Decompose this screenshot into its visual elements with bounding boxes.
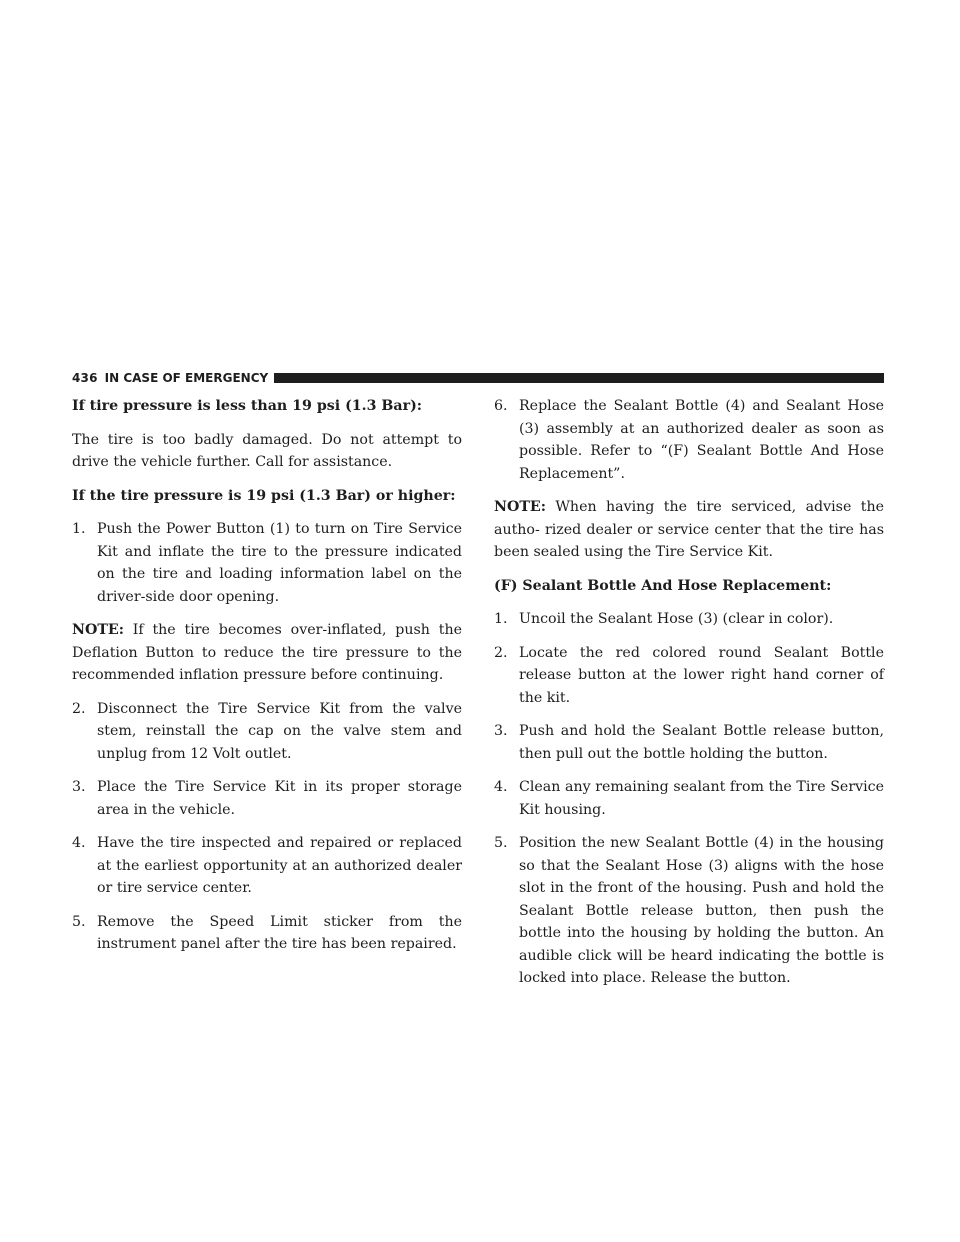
list-item-number: 2.: [72, 700, 86, 717]
note-text: If the tire becomes over-inflated, push the Deflation Button to reduce the tire pressure to the recommended inflation pressure before continuing.: [72, 622, 462, 683]
note-deflation: [72, 619, 462, 687]
note-label: NOTE:: [72, 622, 124, 638]
list-item: [494, 642, 884, 710]
list-item-text: Push the Power Button (1) to turn on Tire Service Kit and inflate the tire to the pressure indicated on the tire and loading information label on the driver-side door opening.: [97, 521, 462, 605]
list-item-number: 4.: [72, 835, 86, 851]
list-item-number: 5.: [494, 835, 508, 851]
page-number: 436: [72, 371, 98, 385]
list-item-text: Place the Tire Service Kit in its proper storage area in the vehicle.: [97, 779, 462, 818]
list-item-number: 5.: [72, 913, 86, 930]
list-item-number: 1.: [72, 521, 86, 537]
list-item: [494, 776, 884, 821]
list-item: [72, 832, 462, 900]
list-item-number: 2.: [494, 644, 508, 661]
list-item: [494, 608, 884, 631]
list-item: [72, 518, 462, 608]
list-item: [72, 911, 462, 956]
list-item-number: 6.: [494, 398, 508, 414]
heading-high-pressure: If the tire pressure is 19 psi (1.3 Bar) or higher:: [72, 487, 456, 504]
list-item-text: Disconnect the Tire Service Kit from the valve stem, reinstall the cap on the valve stem and unplug from 12 Volt outlet.: [97, 700, 462, 762]
paragraph-damaged: The tire is too badly damaged. Do not attempt to drive the vehicle further. Call for assistance.: [72, 431, 462, 470]
list-item-number: 1.: [494, 611, 508, 627]
list-item-number: 3.: [72, 779, 86, 795]
right-column: [494, 395, 884, 1001]
left-column: [72, 395, 462, 967]
list-item-text: Position the new Sealant Bottle (4) in the housing so that the Sealant Hose (3) aligns with the hose slot in the front of the housing. Push and hold the Sealant Bottle release button, then push the bottle into the housing by holding the button. An audible click will be heard indicating the bottle is locked into place. Release the button.: [519, 835, 884, 986]
note-text: When having the tire serviced, advise the autho- rized dealer or service center that the tire has been sealed using the Tire Service Kit.: [494, 499, 884, 560]
list-item: [72, 776, 462, 821]
list-item: [494, 832, 884, 990]
heading-replacement: (F) Sealant Bottle And Hose Replacement:: [494, 577, 832, 594]
note-label: NOTE:: [494, 499, 546, 515]
list-item: [494, 395, 884, 485]
list-item-text: Remove the Speed Limit sticker from the instrument panel after the tire has been repaired.: [97, 913, 462, 952]
list-item-text: Clean any remaining sealant from the Tire Service Kit housing.: [519, 779, 884, 818]
header-rule: [274, 373, 884, 383]
list-item-text: Have the tire inspected and repaired or replaced at the earliest opportunity at an authorized dealer or tire service center.: [97, 835, 462, 896]
list-item-text: Uncoil the Sealant Hose (3) (clear in color).: [519, 611, 834, 627]
list-item-number: 4.: [494, 779, 508, 795]
list-item: [72, 698, 462, 766]
heading-low-pressure: If tire pressure is less than 19 psi (1.3 Bar):: [72, 398, 423, 414]
list-item-text: Replace the Sealant Bottle (4) and Sealant Hose (3) assembly at an authorized dealer as soon as possible. Refer to “(F) Sealant Bottle And Hose Replacement”.: [519, 398, 884, 482]
list-item-text: Push and hold the Sealant Bottle release button, then pull out the bottle holding the button.: [519, 723, 884, 762]
list-item-number: 3.: [494, 723, 508, 739]
list-item: [494, 720, 884, 765]
page-header: [72, 371, 884, 385]
note-serviced: [494, 496, 884, 564]
section-title: IN CASE OF EMERGENCY: [104, 371, 269, 385]
list-item-text: Locate the red colored round Sealant Bottle release button at the lower right hand corner of the kit.: [519, 644, 884, 706]
